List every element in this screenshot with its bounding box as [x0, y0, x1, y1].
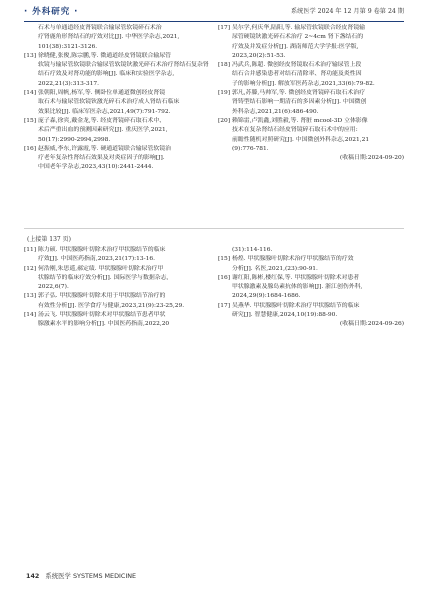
- text-line: 2022,6(7).: [38, 284, 69, 291]
- text-line: 50(17):2990-2994,2998.: [38, 136, 111, 143]
- text-line: 赖锦雷,卢凯鑫,刘胜毅,等. 肾脏 mcool-3D 立体影像: [232, 117, 368, 124]
- reference-continuation: [218, 246, 404, 255]
- reference-item: [218, 117, 404, 154]
- text-line: 甲状腺激素及腺岛素抗体的影响[J]. 浙江创伤外科,: [232, 284, 363, 291]
- text-line: 赵振威,李东,许露霞,等. 硬通道镜联合输尿管软镜治: [38, 145, 172, 152]
- journal-issue-info: 系统医学 2024 年 12 月第 9 卷第 24 期: [290, 8, 404, 15]
- reference-text: [38, 246, 210, 265]
- text-line: 吴尔学,何庆华,陆阳,等. 输尿管软镜联合经皮肾镜输: [232, 25, 366, 31]
- reference-number: [17]: [218, 25, 231, 31]
- text-line: 张朝阳,周帆,杨军,等. 侧卧位单通道微创经皮肾镜: [38, 90, 166, 97]
- text-line: 疗肾鹿角形肾结石的疗效对比[J]. 中华医学杂志,2021,: [38, 34, 180, 41]
- reference-text: [38, 311, 210, 330]
- reference-text: [38, 89, 210, 117]
- reference-item: [24, 292, 210, 311]
- reference-text: [38, 265, 210, 293]
- text-line: 效果比较[J]. 临床军医杂志,2021,49(7):791-792.: [38, 108, 171, 115]
- top-right-column: [218, 24, 404, 163]
- text-line: 尿管硬镜钬激光碎石术治疗 2~4cm 肾下盏结石的: [232, 34, 364, 41]
- text-line: 结石疗效及对肾功能的影响[J]. 临床和实验医学杂志,: [38, 71, 175, 78]
- reference-number: [16]: [218, 274, 231, 281]
- text-line: 郭凡,苏滕,马帅军,等. 微创经皮肾镜碎石取石术治疗: [232, 90, 366, 97]
- reference-text: [232, 302, 404, 321]
- reference-item: [218, 24, 404, 61]
- text-line: 状腺结节的临床疗效分析[J]. 国际医学与数据杂志,: [38, 274, 169, 281]
- reference-item: [218, 61, 404, 89]
- reference-number: [15]: [24, 117, 37, 124]
- reference-text: [38, 117, 210, 145]
- received-date: (收稿日期:2024-09-26): [339, 321, 404, 328]
- text-line: 郭子弘. 甲状腺腺叶切除术用于甲状腺结节治疗的: [38, 293, 166, 300]
- reference-item: [24, 311, 210, 330]
- reference-item: [218, 255, 404, 274]
- reference-number: [17]: [218, 302, 231, 309]
- text-line: (9):776-781.: [232, 145, 269, 152]
- reference-text: [38, 52, 210, 89]
- page-number: 142: [26, 572, 40, 580]
- reference-number: [12]: [24, 265, 37, 272]
- text-line: 有效性分析[J]. 医学食疗与健康,2023,21(9):23-25,29.: [38, 302, 185, 309]
- reference-number: [18]: [218, 62, 231, 69]
- text-line: 中国老年学杂志,2023,43(10):2441-2444.: [38, 164, 154, 171]
- reference-text: [232, 89, 404, 117]
- reference-text: [232, 61, 404, 89]
- text-line: 何浩刚,朱思遥,郝定绩. 甲状腺腺叶切除术治疗甲: [38, 265, 164, 272]
- received-date: (收稿日期:2024-09-20): [339, 155, 404, 162]
- reference-continuation: [24, 24, 210, 52]
- reference-item: [24, 145, 210, 173]
- text-line: 疗效[J]. 中国医药指南,2023,21(17):13-16.: [38, 256, 155, 263]
- text-line: 软镜与输尿管软镜联合输尿管软镜钬激光碎石术治疗肾结石复杂肾: [38, 62, 209, 69]
- journal-name: 系统医学 SYSTEMS MEDICINE: [45, 572, 137, 580]
- reference-item: [218, 302, 404, 321]
- reference-text: [232, 24, 404, 61]
- text-line: 前瞻性随机对照研究[J]. 中国微创外科杂志,2021,21: [232, 136, 370, 143]
- text-line: (31):114-116.: [232, 247, 273, 253]
- reference-number: [13]: [24, 52, 37, 59]
- reference-item: [218, 274, 404, 302]
- text-line: 取石术与输尿管软镜钬激光碎石术治疗成人肾结石临床: [38, 99, 180, 106]
- reference-number: [20]: [218, 117, 231, 124]
- text-line: 汤云飞. 甲状腺腺叶切除术对甲状腺结节患者甲状: [38, 312, 166, 319]
- top-left-column: [24, 24, 210, 173]
- reference-item: [218, 89, 404, 117]
- page-footer: [26, 571, 136, 580]
- bottom-right-column: [218, 246, 404, 330]
- reference-item: [24, 52, 210, 89]
- header-rule: [24, 21, 404, 22]
- text-line: 技术在复杂肾结石经皮肾镜碎石取石术中的应用:: [232, 127, 358, 134]
- text-line: 冯武兵,陈超. 微创经皮肾镜取石术治疗输尿管上段: [232, 62, 362, 69]
- text-line: 2022,21(3):313-317.: [38, 80, 100, 87]
- text-line: 外科杂志,2021,21(6):486-490.: [232, 108, 319, 115]
- reference-text: [38, 145, 210, 173]
- reference-item: [24, 89, 210, 117]
- reference-number: [16]: [24, 145, 37, 152]
- text-line: 谢红阳,陈彬,楼红保,等. 甲状腺腺叶切除术对患者: [232, 274, 360, 281]
- text-line: 2023,20(2):51-53.: [232, 52, 286, 59]
- text-line: 研究[J]. 智慧健康,2024,10(19):88-90.: [232, 312, 338, 319]
- text-line: 疗老年复杂性肾结石效果及对炎症因子的影响[J].: [38, 155, 165, 162]
- section-label: · 外科研究 ·: [24, 7, 79, 17]
- reference-number: [15]: [218, 256, 231, 263]
- reference-number: [14]: [24, 90, 37, 97]
- reference-number: [11]: [24, 247, 37, 253]
- text-line: 杨煌. 甲状腺腺叶切除术治疗甲状腺结节的疗效: [232, 256, 354, 263]
- reference-item: [24, 246, 210, 265]
- reference-text: [38, 292, 210, 311]
- bottom-left-column: [24, 246, 210, 330]
- text-line: 吴燕华. 甲状腺腺叶切除术治疗甲状腺结节的临床: [232, 302, 360, 309]
- text-line: 庞子森,徐宾,戴金龙,等. 经皮肾镜碎石取石术中、: [38, 117, 166, 124]
- reference-text: [232, 274, 404, 302]
- text-line: 结石合并感染患者对结石清除率、肾功能及炎性因: [232, 71, 362, 78]
- continued-from-label: (上接第 137 页): [27, 236, 71, 243]
- text-line: 陈力硕. 甲状腺腺叶切除术治疗甲状腺结节的临床: [38, 247, 166, 253]
- reference-number: [19]: [218, 90, 231, 97]
- reference-number: [14]: [24, 312, 37, 319]
- reference-item: [24, 265, 210, 293]
- reference-item: [24, 117, 210, 145]
- text-line: 肾铸型结石影响一期清石的多因素分析[J]. 中国微创: [232, 99, 367, 106]
- text-line: 2024,29(9):1684-1686.: [232, 293, 301, 300]
- text-line: 子的影响分析[J]. 解放军医药杂志,2021,33(6):79-82.: [232, 80, 375, 87]
- section-divider: [24, 228, 404, 229]
- text-line: 分析[J]. 名医,2021,(23):90-91.: [232, 265, 318, 272]
- text-line: 术后严重出血的预测因素研究[J]. 重庆医学,2021,: [38, 127, 168, 134]
- text-line: 石术与单通道经皮肾镜联合输尿管软镜碎石术治: [38, 25, 162, 31]
- text-line: 徐晓健,张俊,陈宗鹏,等. 微通道经皮肾镜联合输尿管: [38, 52, 172, 59]
- reference-text: [232, 255, 404, 274]
- text-line: 腺激素水平的影响分析[J]. 中国医药指南,2022,20: [38, 321, 170, 328]
- reference-number: [13]: [24, 293, 37, 300]
- text-line: 疗效及并发症分析[J]. 湖南师范大学学报:医学版,: [232, 43, 359, 50]
- page-header: [24, 4, 404, 20]
- reference-text: [232, 117, 404, 154]
- text-line: 101(38):3121-3126.: [38, 43, 98, 50]
